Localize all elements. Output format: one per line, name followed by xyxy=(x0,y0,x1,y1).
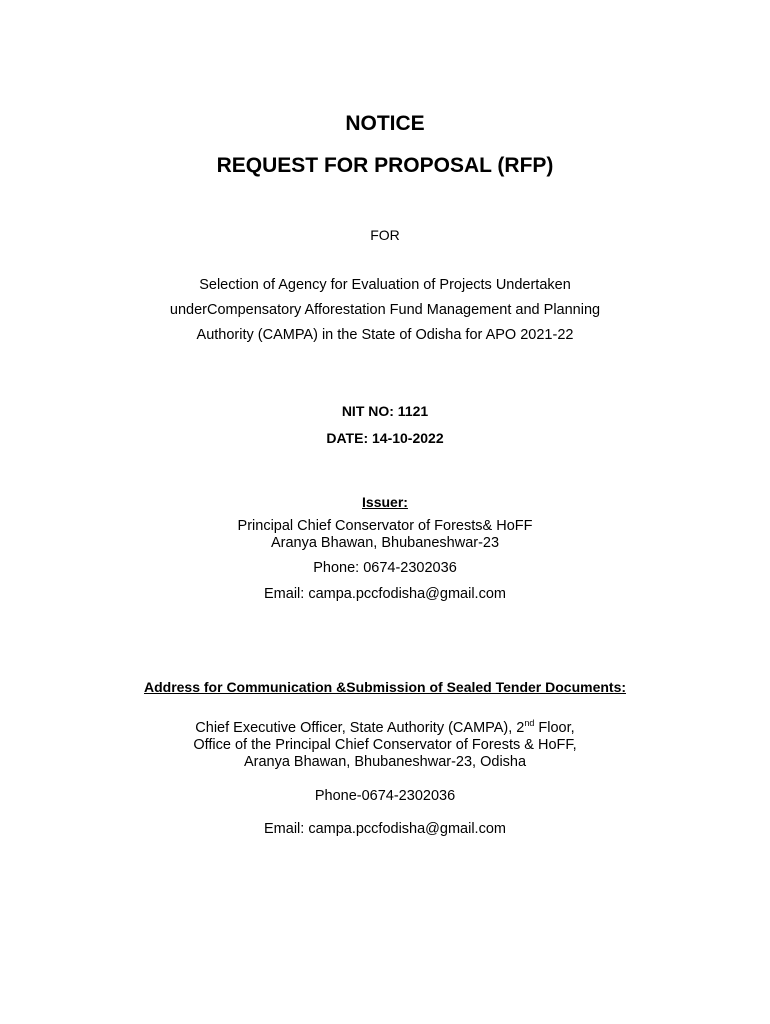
issuer-email: Email: campa.pccfodisha@gmail.com xyxy=(264,586,506,602)
communication-email: Email: campa.pccfodisha@gmail.com xyxy=(264,821,506,837)
issuer-line-2: Aranya Bhawan, Bhubaneshwar-23 xyxy=(270,535,500,551)
communication-line-1 xyxy=(0,720,770,736)
notice-title: NOTICE xyxy=(345,112,425,135)
ordinal-suffix: nd xyxy=(524,718,535,729)
description-line-2: underCompensatory Afforestation Fund Management and Planning xyxy=(169,302,601,318)
rfp-subtitle: REQUEST FOR PROPOSAL (RFP) xyxy=(216,154,554,177)
description-line-3: Authority (CAMPA) in the State of Odisha for APO 2021-22 xyxy=(196,327,574,343)
communication-heading: Address for Communication &Submission of Sealed Tender Documents: xyxy=(143,679,627,695)
communication-line-1-text: Chief Executive Officer, State Authority (CAMPA), 2 xyxy=(195,720,525,736)
notice-date: DATE: 14-10-2022 xyxy=(326,430,444,446)
issuer-heading: Issuer: xyxy=(362,494,408,510)
nit-number: NIT NO: 1121 xyxy=(341,403,429,419)
communication-line-1-tail: Floor, xyxy=(534,720,575,736)
issuer-line-1: Principal Chief Conservator of Forests& HoFF xyxy=(237,518,533,534)
for-label: FOR xyxy=(370,227,400,243)
communication-phone: Phone-0674-2302036 xyxy=(314,788,456,804)
communication-line-2: Office of the Principal Chief Conservator of Forests & HoFF, xyxy=(193,737,577,753)
description-line-1: Selection of Agency for Evaluation of Projects Undertaken xyxy=(199,277,571,293)
issuer-phone: Phone: 0674-2302036 xyxy=(313,560,457,576)
communication-line-3: Aranya Bhawan, Bhubaneshwar-23, Odisha xyxy=(243,754,527,770)
